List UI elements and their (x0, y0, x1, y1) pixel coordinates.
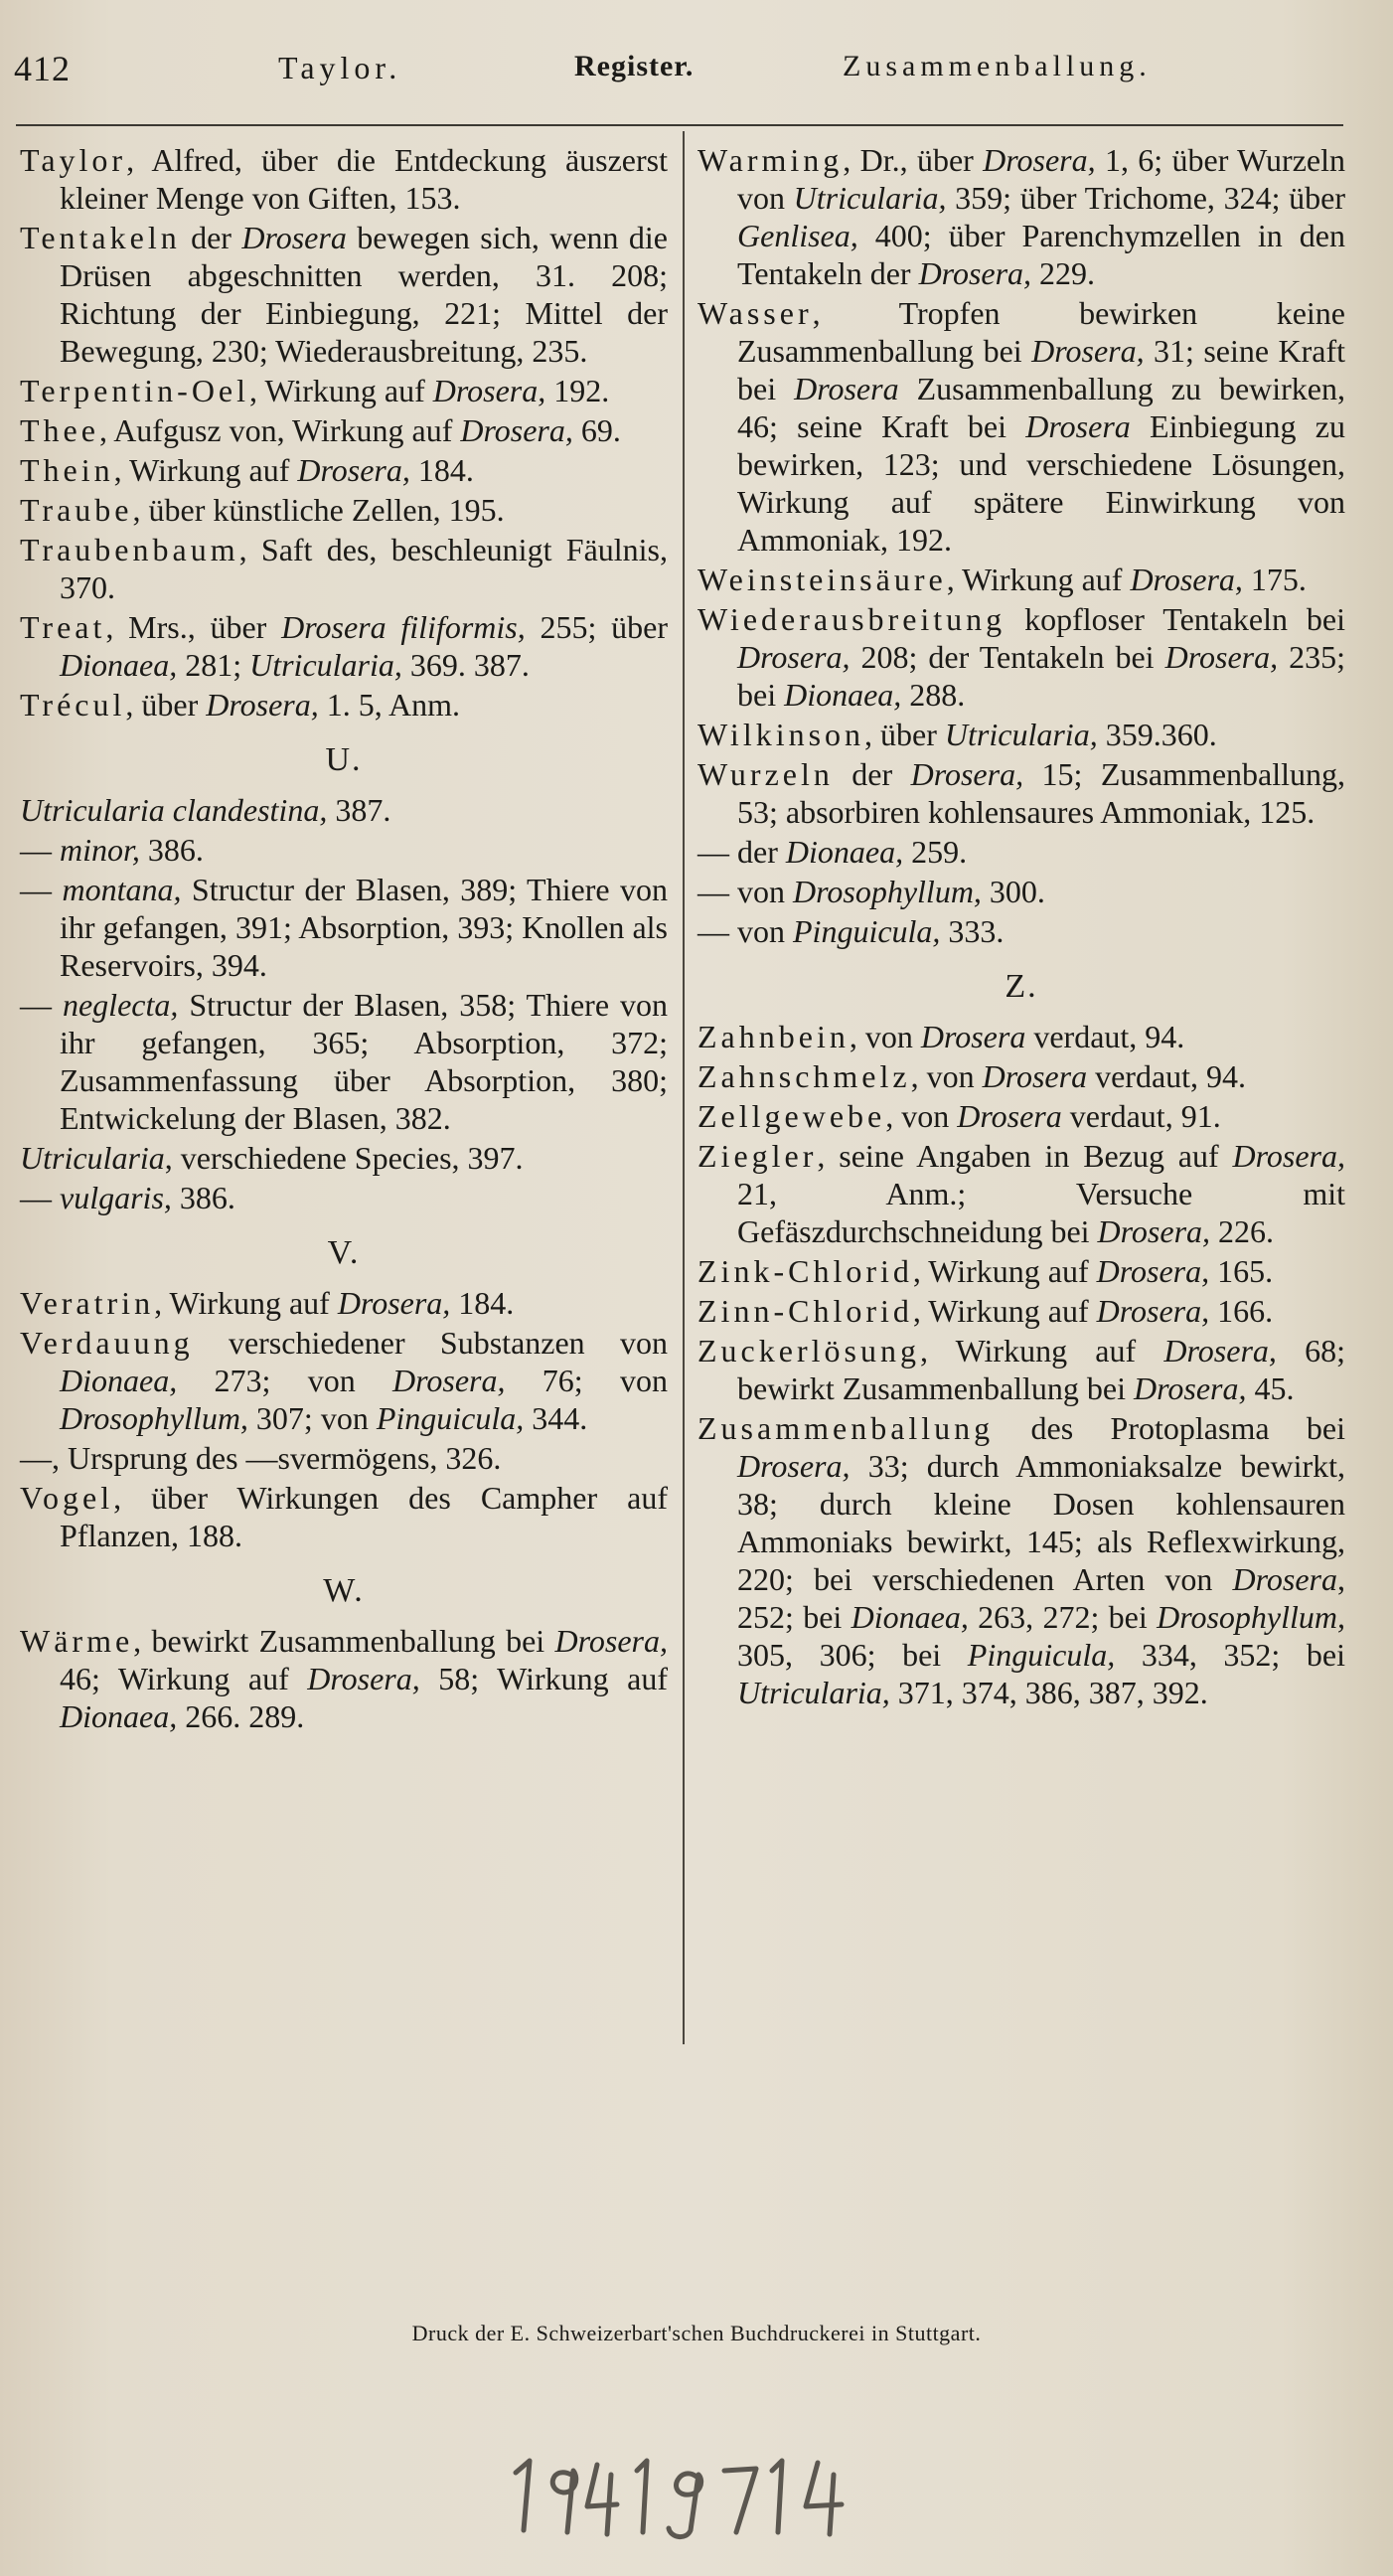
right-column (697, 141, 1345, 1713)
entry-keyword: Zink-Chlorid (697, 1253, 913, 1289)
entry-text: , Dr., über Drosera, 1, 6; über Wurzeln von Utricularia, 359; über Trichome, 324; über Genlisea, 400; über Parenchymzellen in den Tentakeln der Drosera, 229. (737, 142, 1346, 291)
running-header (0, 30, 1393, 99)
entry-keyword: Wärme (20, 1623, 134, 1659)
section-letter: W. (323, 1572, 365, 1609)
index-entry (20, 1479, 668, 1554)
index-entry (697, 1332, 1345, 1407)
index-entry (20, 491, 668, 529)
entry-text: der Drosera bewegen sich, wenn die Drüsen abgeschnitten werden, 31. 208; Richtung der Einbiegung, 221; Mittel der Bewegung, 230; Wiederausbreitung, 235. (60, 220, 669, 369)
entry-text: — von Drosophyllum, 300. (697, 874, 1045, 909)
index-entry (697, 755, 1345, 831)
entry-keyword: Zahnbein (697, 1019, 850, 1054)
entry-keyword: Zuckerlösung (697, 1333, 920, 1368)
index-entry (20, 1139, 668, 1177)
entry-text: — der Dionaea, 259. (697, 834, 968, 870)
entry-text: , Tropfen bewirken keine Zusammenballung bei Drosera, 31; seine Kraft bei Drosera Zusammenballung zu bewirken, 46; seine Kraft bei Drosera Einbiegung zu bewirken, 123; und verschiedene Lösungen, Wirkung auf spätere Einwirkung von Ammoniak, 192. (737, 295, 1346, 558)
entry-keyword: Ziegler (697, 1138, 818, 1174)
index-entry (697, 1057, 1345, 1095)
index-entry (697, 561, 1345, 598)
index-entry (697, 1097, 1345, 1135)
index-entry (20, 1439, 668, 1477)
index-entry (697, 141, 1345, 292)
entry-text: , Wirkung auf Drosera, 192. (249, 373, 610, 408)
index-entry (697, 1252, 1345, 1290)
entry-keyword: Vogel (20, 1480, 114, 1516)
index-entry (20, 219, 668, 370)
entry-keyword: Terpentin-Oel (20, 373, 250, 408)
index-entry (20, 986, 668, 1137)
entry-text: —, Ursprung des —svermögens, 326. (20, 1440, 502, 1476)
index-entry (20, 372, 668, 409)
index-entry (20, 608, 668, 684)
entry-text: , Wirkung auf Drosera, 175. (946, 562, 1307, 597)
entry-text: verschiedener Substanzen von Dionaea, 273; von Drosera, 76; von Drosophyllum, 307; von Pinguicula, 344. (60, 1325, 669, 1436)
entry-text: — vulgaris, 386. (20, 1180, 235, 1215)
entry-keyword: Treat (20, 609, 106, 645)
entry-text: , Mrs., über Drosera filiformis, 255; über Dionaea, 281; Utricularia, 369. 387. (60, 609, 669, 683)
entry-text: , Wirkung auf Drosera, 68; bewirkt Zusammenballung bei Drosera, 45. (737, 1333, 1346, 1406)
entry-keyword: Veratrin (20, 1285, 155, 1321)
index-entry (697, 1137, 1345, 1250)
entry-text: , Saft des, beschleunigt Fäulnis, 370. (60, 532, 668, 605)
index-entry (20, 411, 668, 449)
entry-text: — montana, Structur der Blasen, 389; Thiere von ihr gefangen, 391; Absorption, 393; Knollen als Reservoirs, 394. (20, 872, 669, 983)
index-entry (697, 1292, 1345, 1330)
entry-keyword: Wasser (697, 295, 813, 331)
entry-keyword: Weinsteinsäure (697, 562, 947, 597)
entry-text: kopfloser Tentakeln bei Drosera, 208; der Tentakeln bei Drosera, 235; bei Dionaea, 288. (737, 601, 1346, 713)
entry-text: , Wirkung auf Drosera, 184. (154, 1285, 515, 1321)
entry-keyword: Zellgewebe (697, 1098, 886, 1134)
index-entry (20, 141, 668, 217)
entry-text: , Wirkung auf Drosera, 184. (113, 452, 474, 488)
header-section: Register. (574, 50, 695, 82)
column-divider (683, 131, 685, 2044)
index-entry (697, 716, 1345, 753)
entry-keyword: Wiederausbreitung (697, 601, 1006, 637)
entry-keyword: Wilkinson (697, 717, 865, 752)
header-author: Taylor. (278, 50, 402, 85)
entry-keyword: Traubenbaum (20, 532, 239, 567)
index-entry (20, 1622, 668, 1735)
entry-keyword: Zinn-Chlorid (697, 1293, 913, 1329)
index-entry (697, 1409, 1345, 1711)
entry-keyword: Tentakeln (20, 220, 181, 255)
entry-text: , bewirkt Zusammenballung bei Drosera, 46; Wirkung auf Drosera, 58; Wirkung auf Dionaea, 266. 289. (60, 1623, 669, 1734)
section-letter: Z. (1005, 968, 1038, 1005)
printer-imprint: Druck der E. Schweizerbart'schen Buchdruckerei in Stuttgart. (411, 2321, 982, 2345)
index-entry (697, 873, 1345, 910)
entry-keyword: Zusammenballung (697, 1410, 995, 1446)
entry-text: , Aufgusz von, Wirkung auf Drosera, 69. (98, 412, 621, 448)
index-entry (20, 451, 668, 489)
entry-keyword: Thee (20, 412, 99, 448)
entry-text: , Wirkung auf Drosera, 165. (912, 1253, 1274, 1289)
header-rule (16, 124, 1343, 126)
index-entry (697, 833, 1345, 871)
index-entry (20, 871, 668, 984)
index-entry (697, 600, 1345, 714)
entry-keyword: Trécul (20, 687, 126, 723)
left-column (20, 141, 668, 1737)
section-letter: V. (327, 1234, 361, 1271)
index-entry (697, 1018, 1345, 1055)
entry-text: , Alfred, über die Entdeckung äuszerst kleiner Menge von Giften, 153. (60, 142, 668, 216)
entry-text: Utricularia clandestina, 387. (20, 792, 391, 828)
entry-text: — minor, 386. (20, 832, 204, 868)
entry-text: , über Drosera, 1. 5, Anm. (125, 687, 460, 723)
entry-keyword: Zahnschmelz (697, 1058, 911, 1094)
entry-text: , Wirkung auf Drosera, 166. (912, 1293, 1274, 1329)
index-entry (697, 912, 1345, 950)
entry-keyword: Thein (20, 452, 114, 488)
section-letter: U. (325, 741, 363, 778)
entry-keyword: Taylor (20, 142, 127, 178)
entry-keyword: Verdauung (20, 1325, 194, 1361)
index-entry (20, 1284, 668, 1322)
entry-text: , über Wirkungen des Campher auf Pflanzen, 188. (60, 1480, 668, 1553)
entry-text: Utricularia, verschiedene Species, 397. (20, 1140, 524, 1176)
entry-keyword: Wurzeln (697, 756, 834, 792)
entry-text: , über künstliche Zellen, 195. (132, 492, 505, 528)
entry-text: der Drosera, 15; Zusammenballung, 53; absorbiren kohlensaures Ammoniak, 125. (737, 756, 1345, 830)
entry-keyword: Traube (20, 492, 133, 528)
entry-text: — neglecta, Structur der Blasen, 358; Thiere von ihr gefangen, 365; Absorption, 372; Zusammenfassung über Absorption, 380; Entwickelung der Blasen, 382. (20, 987, 669, 1136)
entry-text: , seine Angaben in Bezug auf Drosera, 21, Anm.; Versuche mit Gefäszdurchschneidung bei Drosera, 226. (737, 1138, 1345, 1249)
index-entry (20, 1324, 668, 1437)
index-entry (20, 791, 668, 829)
index-entry (20, 831, 668, 869)
entry-text: des Protoplasma bei Drosera, 33; durch Ammoniaksalze bewirkt, 38; durch kleine Dosen kohlensauren Ammoniaks bewirkt, 145; als Reflexwirkung, 220; bei verschiedenen Arten von Drosera, 252; bei Dionaea, 263, 272; bei Drosophyllum, 305, 306; bei Pinguicula, 334, 352; bei Utricularia, 371, 374, 386, 387, 392. (737, 1410, 1346, 1710)
entry-text: , von Drosera verdaut, 94. (849, 1019, 1185, 1054)
entry-text: , von Drosera verdaut, 94. (910, 1058, 1247, 1094)
index-entry (20, 686, 668, 724)
page-number: 412 (14, 49, 71, 88)
index-entry (20, 1179, 668, 1216)
index-entry (697, 294, 1345, 559)
handwritten-inventory-number (502, 2435, 879, 2544)
entry-text: — von Pinguicula, 333. (697, 913, 1005, 949)
entry-keyword: Warming (697, 142, 844, 178)
entry-text: , über Utricularia, 359.360. (864, 717, 1217, 752)
index-entry (20, 531, 668, 606)
entry-text: , von Drosera verdaut, 91. (885, 1098, 1221, 1134)
header-term: Zusammenballung. (843, 50, 1152, 82)
